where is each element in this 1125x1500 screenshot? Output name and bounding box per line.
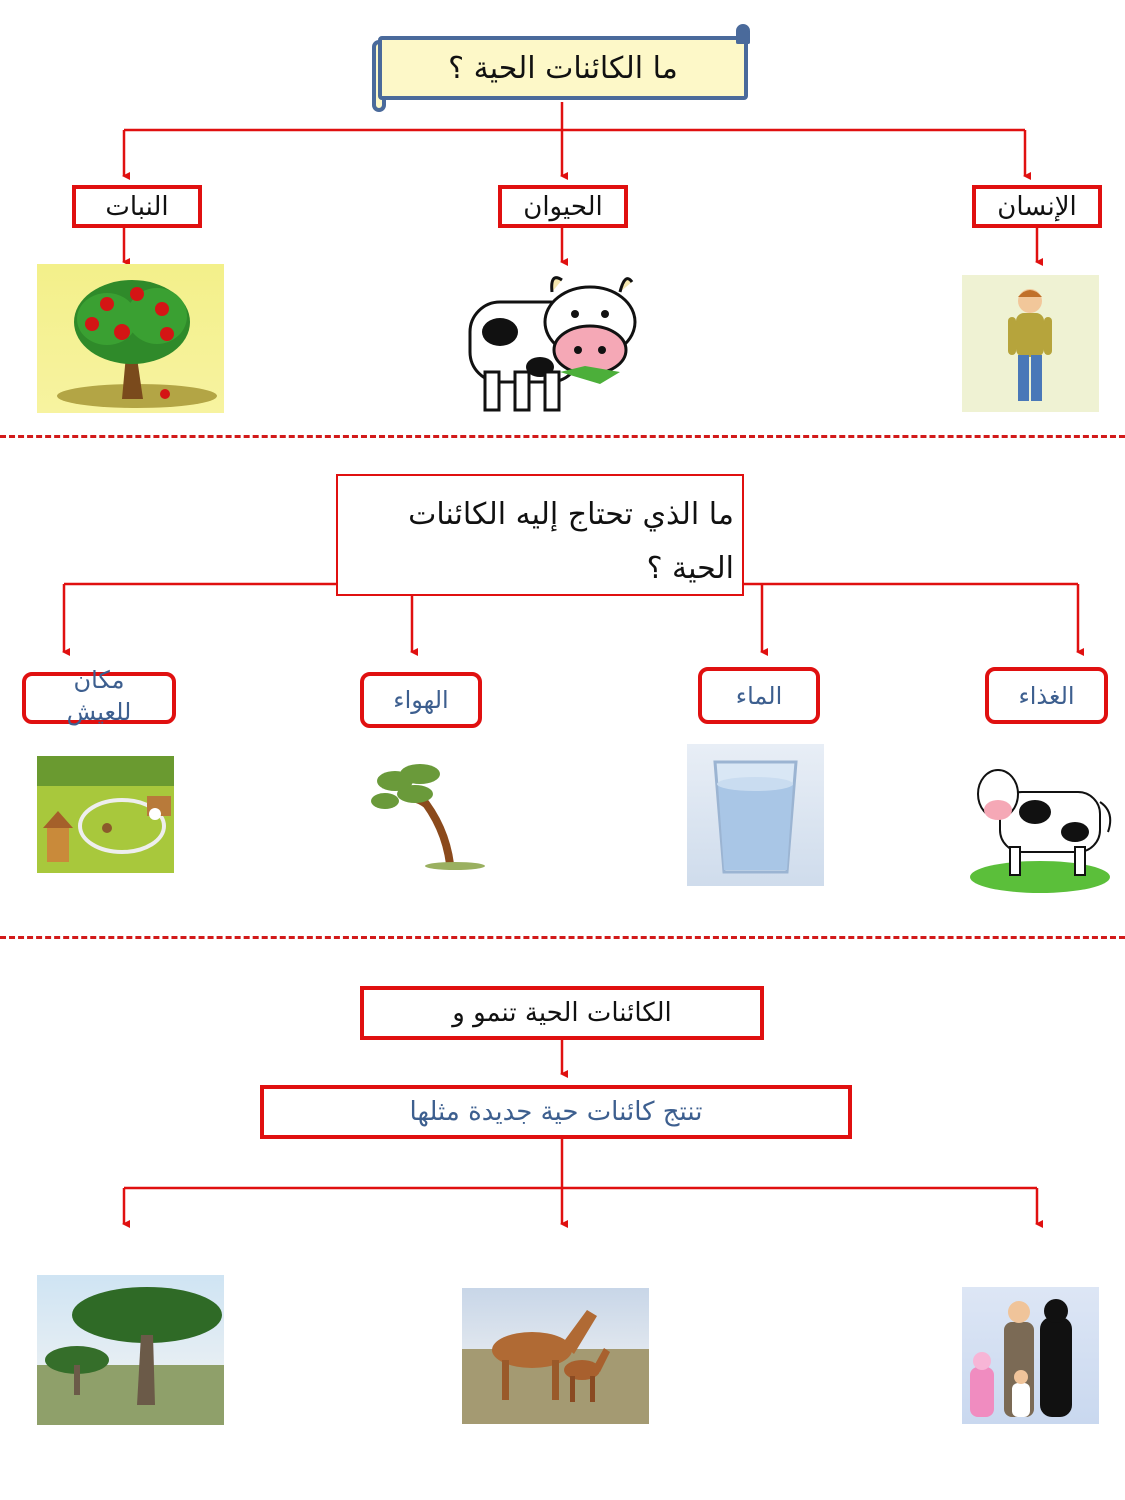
glass-of-water-image [687,744,824,886]
mare-and-foal-image [462,1288,649,1424]
need-label-air: الهواء [393,686,449,714]
tree-with-apples-image [37,264,224,413]
need-label-food: الغذاء [1018,681,1075,710]
category-label-human: الإنسان [997,191,1077,222]
section-divider-1 [0,435,1125,438]
scroll-curl-right [736,24,750,44]
need-box-water [698,667,820,724]
reproduce-text: تنتج كائنات حية جديدة مثلها [409,1097,703,1127]
title-scroll [378,36,748,100]
reproduce-box [260,1085,852,1139]
cartoon-cow-image [460,272,650,414]
category-label-plant: النبات [105,191,169,222]
tree-in-wind-image [365,756,502,874]
category-box-human [972,185,1102,228]
need-box-food [985,667,1108,724]
growth-box [360,986,764,1040]
need-box-place [22,666,176,726]
need-label-water: الماء [735,681,783,710]
growth-text: الكائنات الحية تنمو و [452,998,672,1028]
section-divider-2 [0,936,1125,939]
dragon-blood-tree-image [37,1275,224,1425]
category-label-animal: الحيوان [523,191,603,222]
need-box-air [360,672,482,728]
question-box [336,474,744,596]
boy-image [962,275,1099,412]
farm-scene-image [37,756,174,873]
category-box-animal [498,185,628,228]
family-image [962,1287,1099,1424]
cow-on-grass-image [960,752,1115,897]
question-text: ما الذي تحتاج إليه الكائنات الحية ؟ [408,497,734,586]
need-label-place: مكان للعيش [66,666,132,726]
category-box-plant [72,185,202,228]
title-text: ما الكائنات الحية ؟ [448,50,678,86]
